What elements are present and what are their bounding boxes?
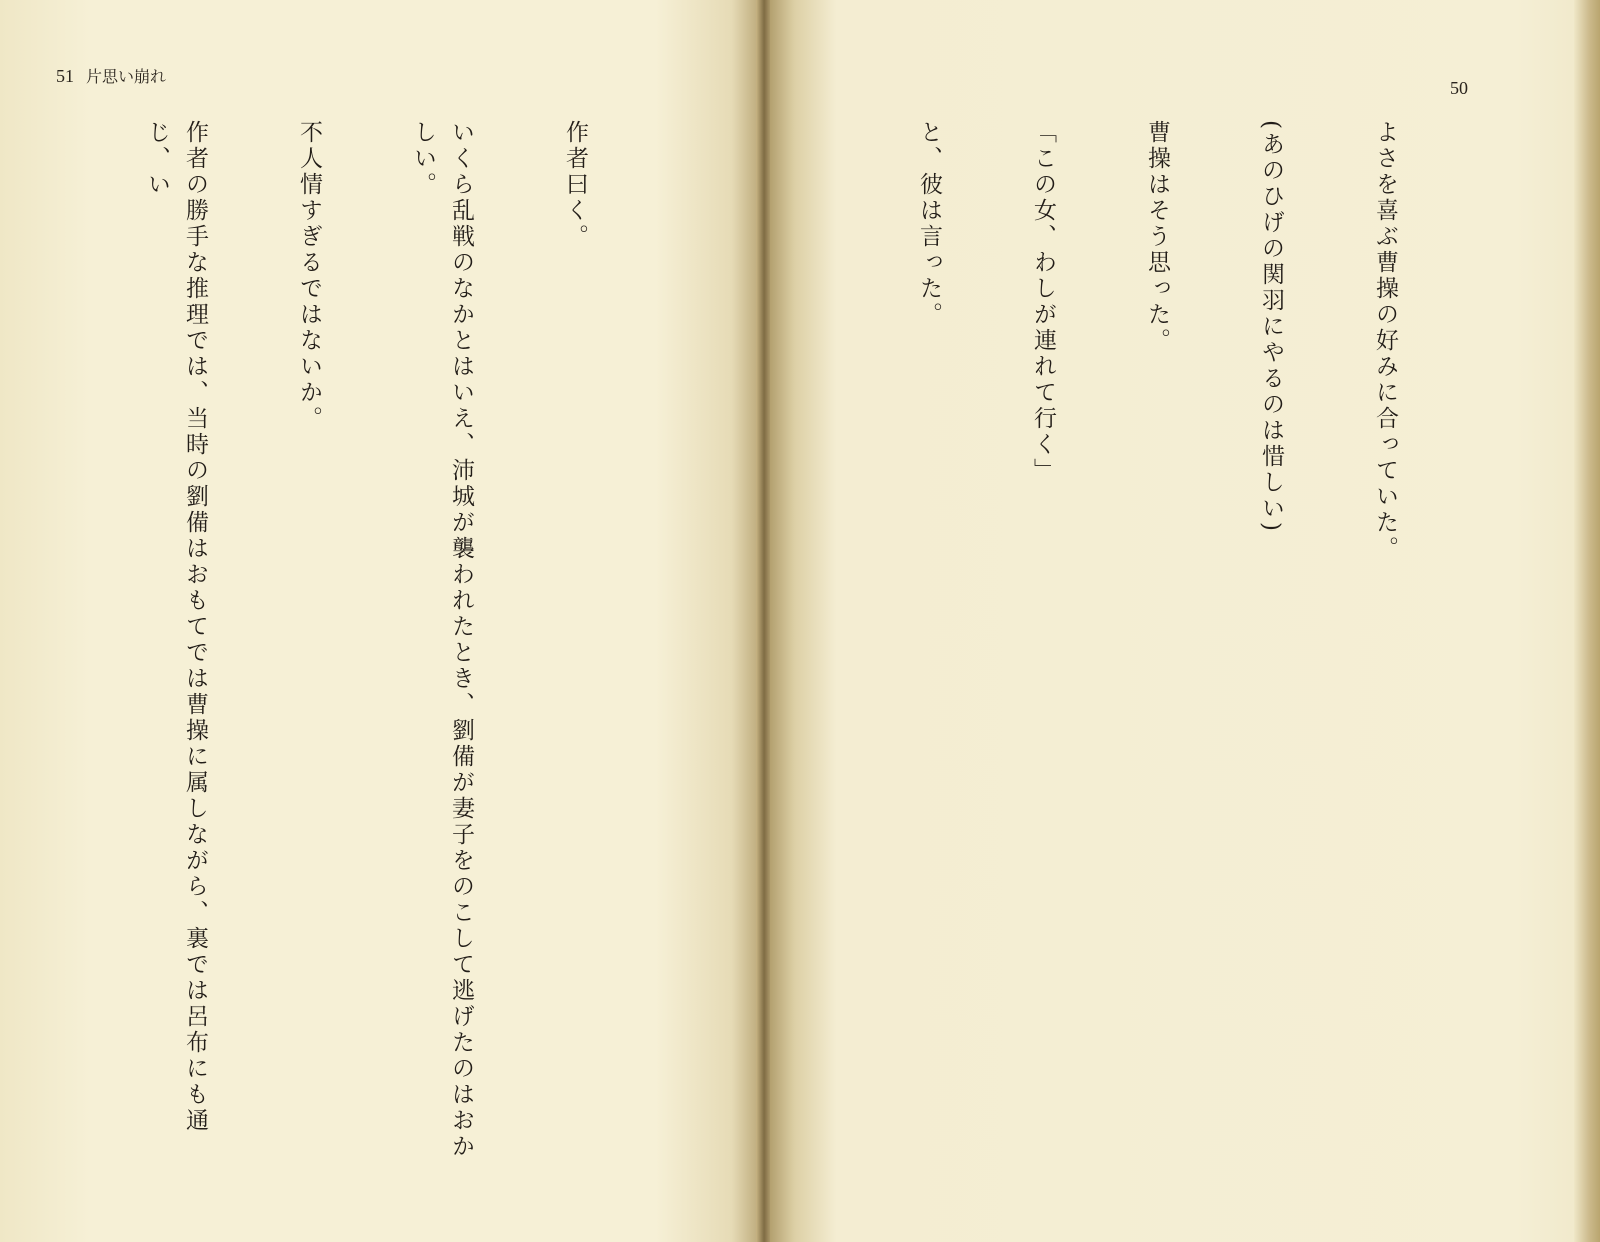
right-page-body <box>890 120 1480 1160</box>
body-line: (あのひげの関羽にやるのは惜しい) <box>1258 120 1284 534</box>
body-line: 曹操はそう思った。 <box>1144 120 1170 354</box>
body-line: 作者の勝手な推理では、当時の劉備はおもてでは曹操に属しながら、裏では呂布にも通じ、い <box>144 120 208 1134</box>
body-line: 作者曰く。 <box>562 120 588 250</box>
page-edge-shadow <box>1574 0 1600 1242</box>
left-page-header <box>56 64 166 87</box>
left-page <box>0 0 762 1242</box>
running-title: 片思い崩れ <box>86 67 167 86</box>
right-page-number: 50 <box>1450 78 1468 98</box>
body-line: 不人情すぎるではないか。 <box>296 120 322 432</box>
body-line: よさを喜ぶ曹操の好みに合っていた。 <box>1372 120 1398 562</box>
body-line: 「この女、わしが連れて行く」 <box>1030 120 1056 484</box>
body-line <box>60 120 62 1160</box>
body-line: と、彼は言った。 <box>916 120 942 328</box>
left-page-body <box>60 120 670 1160</box>
body-line: いくら乱戦のなかとはいえ、沛城が襲われたとき、劉備が妻子をのこして逃げたのはおかしい。 <box>410 120 474 1160</box>
left-page-number: 51 <box>56 66 74 86</box>
